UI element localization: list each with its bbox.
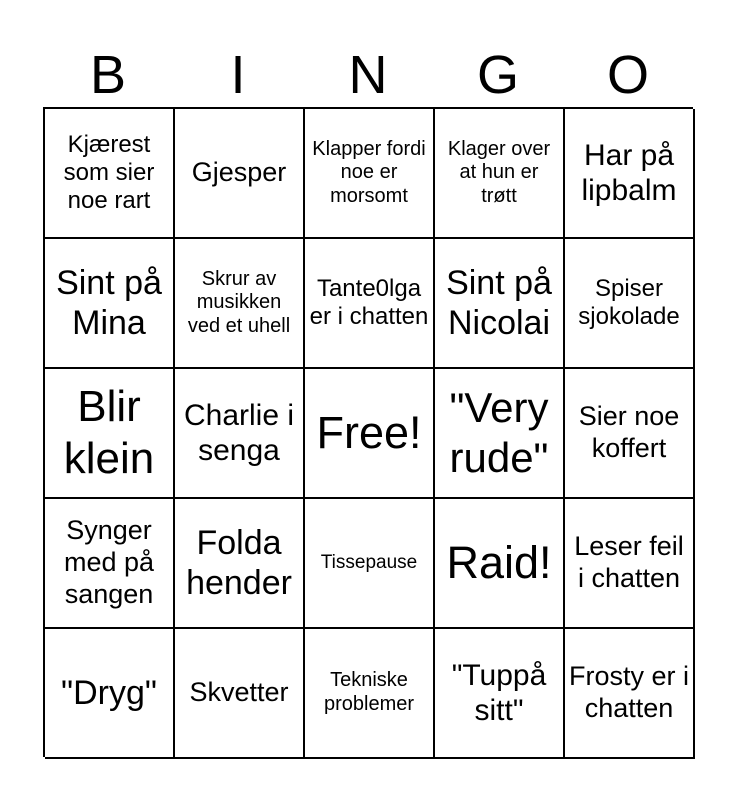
- cell-label: Klager over at hun er trøtt: [447, 137, 551, 207]
- bingo-cell[interactable]: [305, 239, 435, 369]
- bingo-cell[interactable]: [305, 629, 435, 759]
- bingo-cell[interactable]: [45, 369, 175, 499]
- bingo-cell[interactable]: [175, 369, 305, 499]
- cell-label: Kjærest som sier noe rart: [63, 130, 155, 215]
- bingo-cell[interactable]: [45, 239, 175, 369]
- bingo-cell[interactable]: [565, 629, 695, 759]
- cell-label: Free!: [316, 407, 422, 459]
- bingo-cell[interactable]: [565, 369, 695, 499]
- bingo-cell[interactable]: [435, 499, 565, 629]
- bingo-cell[interactable]: [45, 499, 175, 629]
- bingo-grid: [43, 107, 693, 757]
- bingo-cell[interactable]: [305, 109, 435, 239]
- cell-label: Folda hender: [186, 523, 292, 602]
- header-letter-g: G: [476, 45, 519, 105]
- bingo-cell[interactable]: [175, 109, 305, 239]
- cell-label: Charlie i senga: [183, 398, 295, 467]
- bingo-cell[interactable]: [435, 239, 565, 369]
- cell-label: Gjesper: [191, 157, 287, 188]
- cell-label: Sint på Mina: [56, 263, 162, 342]
- cell-label: Spiser sjokolade: [578, 274, 680, 330]
- cell-label: Tissepause: [320, 551, 418, 573]
- cell-label: Skrur av musikken ved et uhell: [187, 267, 291, 337]
- cell-label: "Very rude": [449, 384, 549, 481]
- cell-label: Leser feil i chatten: [574, 531, 684, 593]
- header-letter-n: N: [348, 45, 388, 105]
- cell-label: Sint på Nicolai: [446, 263, 552, 342]
- cell-label: Skvetter: [189, 677, 289, 708]
- free-space-cell[interactable]: [305, 369, 435, 499]
- cell-label: Blir klein: [63, 382, 155, 483]
- cell-label: Sier noe koffert: [578, 401, 680, 463]
- header-letter-o: O: [606, 45, 649, 105]
- bingo-cell[interactable]: [435, 109, 565, 239]
- cell-label: "Dryg": [61, 673, 157, 712]
- bingo-cell[interactable]: [175, 239, 305, 369]
- bingo-header: [43, 44, 693, 106]
- bingo-cell[interactable]: [435, 629, 565, 759]
- cell-label: Tante0lga er i chatten: [309, 274, 429, 330]
- bingo-cell[interactable]: [565, 109, 695, 239]
- header-letter-i: I: [230, 45, 246, 105]
- cell-label: Raid!: [446, 537, 552, 589]
- bingo-cell[interactable]: [45, 109, 175, 239]
- cell-label: Synger med på sangen: [63, 515, 155, 609]
- bingo-cell[interactable]: [305, 499, 435, 629]
- bingo-cell[interactable]: [175, 499, 305, 629]
- cell-label: Klapper fordi noe er morsomt: [312, 137, 426, 207]
- bingo-cell[interactable]: [175, 629, 305, 759]
- bingo-cell[interactable]: [435, 369, 565, 499]
- header-letter-b: B: [89, 45, 127, 105]
- cell-label: Har på lipbalm: [581, 138, 677, 207]
- bingo-cell[interactable]: [565, 499, 695, 629]
- bingo-cell[interactable]: [565, 239, 695, 369]
- cell-label: Frosty er i chatten: [569, 661, 690, 723]
- cell-label: "Tuppå sitt": [451, 658, 547, 727]
- cell-label: Tekniske problemer: [323, 669, 415, 715]
- bingo-cell[interactable]: [45, 629, 175, 759]
